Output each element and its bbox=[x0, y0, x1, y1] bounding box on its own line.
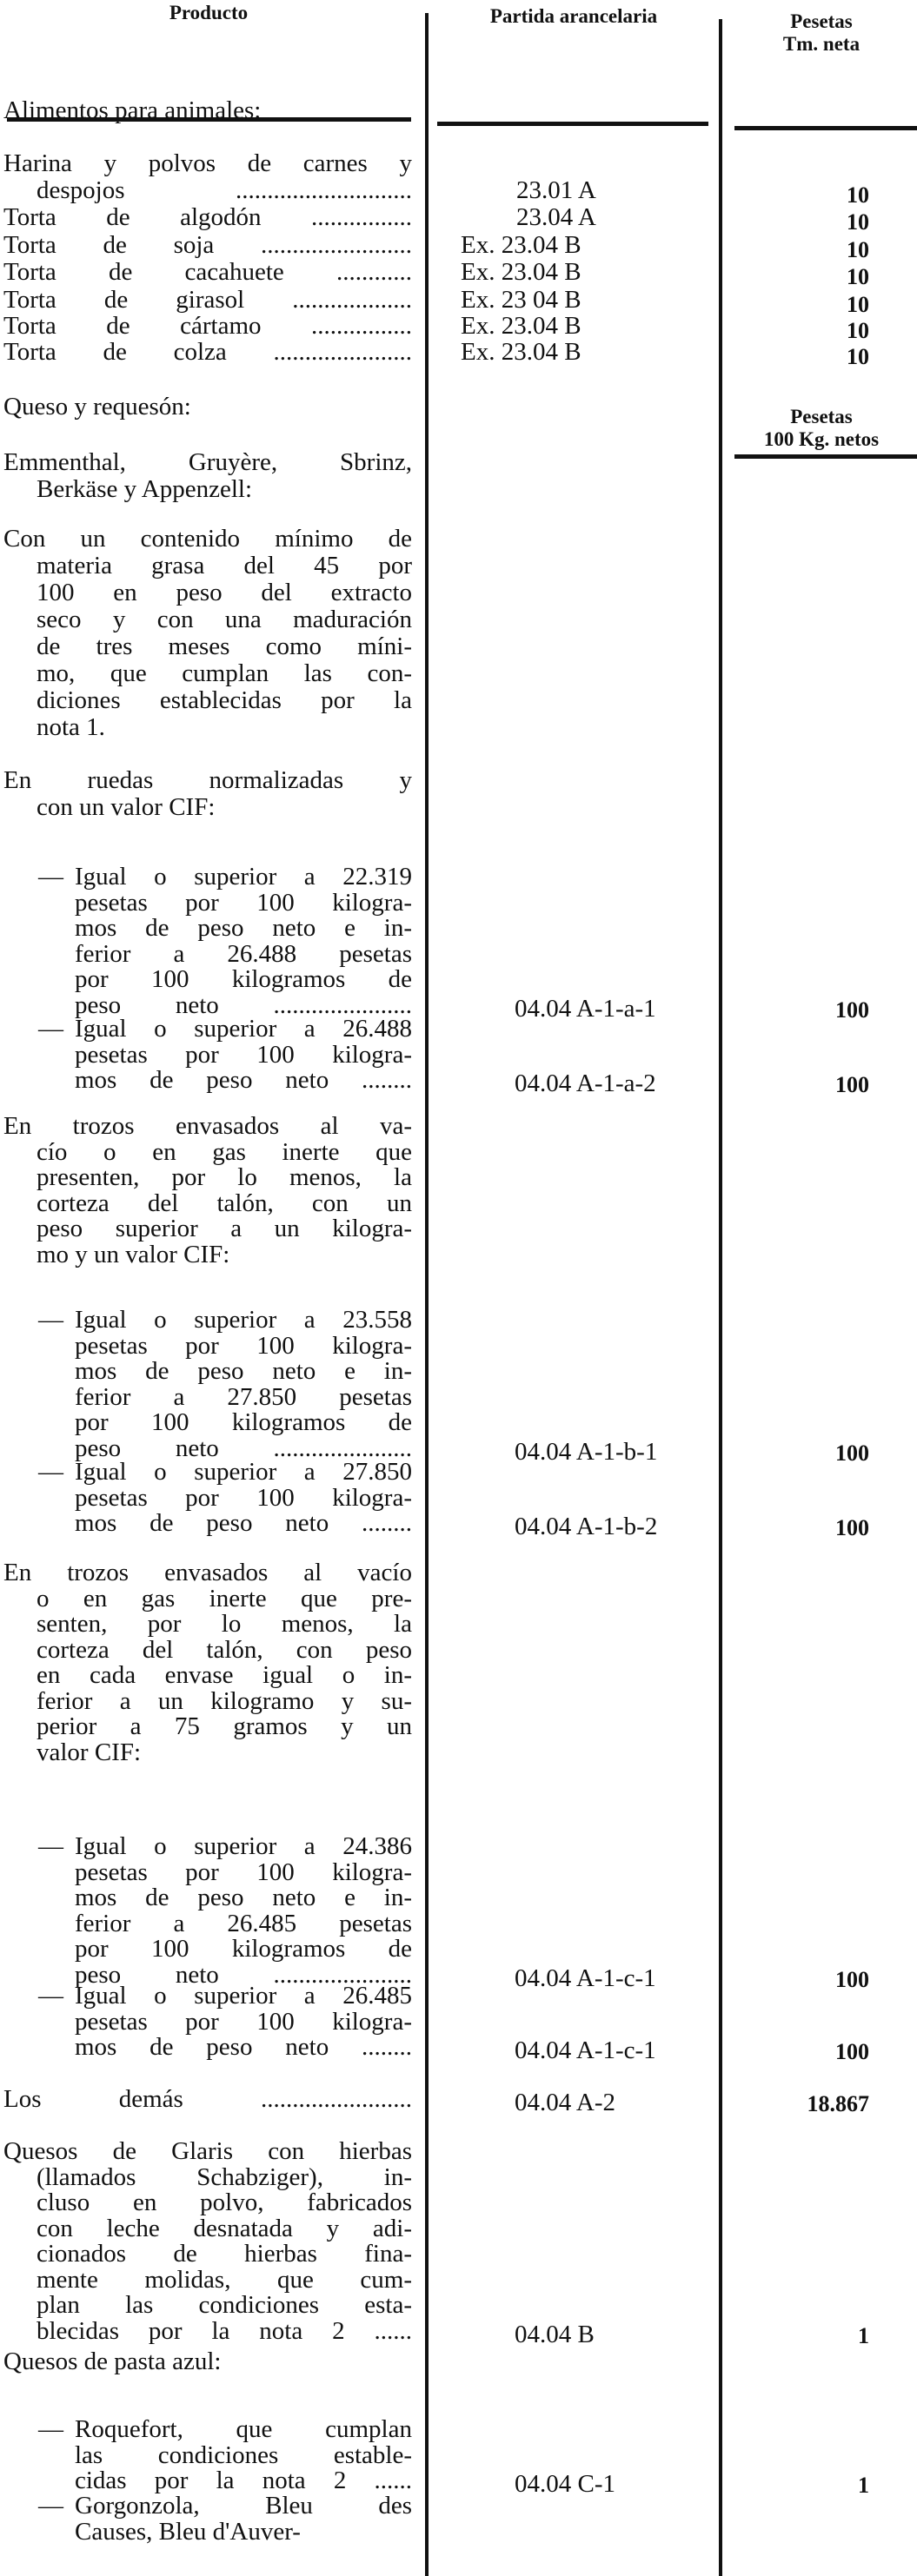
duty-value: 100 bbox=[835, 1072, 869, 1097]
header-rule-price bbox=[734, 126, 917, 130]
row-18-line-4: por 100 kilogramos de bbox=[75, 1936, 412, 1962]
row-14-line-2: presenten, por lo menos, la bbox=[37, 1164, 412, 1190]
duty-value: 10 bbox=[847, 344, 869, 369]
row-9-line-0: Emmenthal, Gruyère, Sbrinz, bbox=[3, 449, 412, 475]
row-10-line-7: nota 1. bbox=[37, 713, 105, 741]
row-18-dash-bullet: — bbox=[38, 1832, 63, 1860]
price-kg-rule bbox=[734, 454, 917, 459]
row-23-dash-bullet: — bbox=[38, 2415, 63, 2443]
row-21-line-1: (llamados Schabziger), in- bbox=[37, 2163, 412, 2190]
row-19-dash-bullet: — bbox=[38, 1982, 63, 2010]
row-13-line-2: mos de peso neto ........ bbox=[75, 1067, 412, 1093]
row-14-line-1: cío o en gas inerte que bbox=[37, 1138, 412, 1165]
duty-value: 10 bbox=[847, 318, 869, 343]
row-17-line-1: o en gas inerte que pre- bbox=[37, 1585, 412, 1612]
tariff-code: 23.04 A bbox=[516, 203, 596, 231]
row-17-line-4: en cada envase igual o in- bbox=[37, 1662, 412, 1688]
tariff-code: Ex. 23.04 B bbox=[461, 231, 581, 259]
duty-value: 1 bbox=[858, 2322, 869, 2348]
row-15-line-2: mos de peso neto e in- bbox=[75, 1358, 412, 1384]
row-15-line-0: Igual o superior a 23.558 bbox=[75, 1307, 412, 1333]
row-21-line-4: cionados de hierbas fina- bbox=[37, 2241, 412, 2267]
row-12-line-4: por 100 kilogramos de bbox=[75, 966, 412, 992]
row-19-line-0: Igual o superior a 26.485 bbox=[75, 1983, 412, 2009]
row-12-line-3: ferior a 26.488 pesetas bbox=[75, 940, 412, 967]
header-price-tm bbox=[726, 10, 917, 56]
row-21-line-0: Quesos de Glaris con hierbas bbox=[3, 2138, 412, 2164]
row-23-line-2: cidas por la nota 2 ...... bbox=[75, 2467, 412, 2493]
row-10-line-3: seco y con una maduración bbox=[37, 606, 412, 632]
row-14-line-4: peso superior a un kilogra- bbox=[37, 1215, 412, 1242]
row-1-line-1: despojos ............................ bbox=[37, 177, 412, 203]
duty-value: 100 bbox=[835, 2039, 869, 2064]
row-10-line-6: diciones establecidas por la bbox=[37, 687, 412, 713]
header-product: Producto bbox=[169, 2, 249, 23]
row-24-line-1: Causes, Bleu d'Auver- bbox=[75, 2517, 301, 2546]
row-15-line-3: ferior a 27.850 pesetas bbox=[75, 1383, 412, 1410]
row-10-line-2: 100 en peso del extracto bbox=[37, 579, 412, 606]
duty-value: 10 bbox=[847, 182, 869, 208]
row-12-line-2: mos de peso neto e in- bbox=[75, 915, 412, 941]
row-13-line-1: pesetas por 100 kilogra- bbox=[75, 1041, 412, 1068]
row-13-line-0: Igual o superior a 26.488 bbox=[75, 1016, 412, 1042]
row-12-dash-bullet: — bbox=[38, 863, 63, 891]
row-21-line-7: blecidas por la nota 2 ...... bbox=[37, 2317, 412, 2344]
row-5-line-0: Torta de girasol ................... bbox=[3, 287, 412, 313]
duty-value: 100 bbox=[835, 997, 869, 1023]
row-15-dash-bullet: — bbox=[38, 1306, 63, 1334]
row-18-line-0: Igual o superior a 24.386 bbox=[75, 1833, 412, 1859]
row-17-line-7: valor CIF: bbox=[37, 1738, 142, 1766]
header-price-kg bbox=[726, 406, 917, 451]
row-10-line-5: mo, que cumplan las con- bbox=[37, 660, 412, 686]
row-15-line-5: peso neto ...................... bbox=[75, 1434, 412, 1461]
row-6-line-0: Torta de cártamo ................ bbox=[3, 313, 412, 339]
row-18-line-1: pesetas por 100 kilogra- bbox=[75, 1858, 412, 1885]
row-21-line-3: con leche desnatada y adi- bbox=[37, 2215, 412, 2242]
row-24-line-0: Gorgonzola, Bleu des bbox=[75, 2493, 412, 2519]
row-16-line-2: mos de peso neto ........ bbox=[75, 1510, 412, 1536]
header-price-kg-line2: 100 Kg. netos bbox=[763, 428, 880, 450]
tariff-code: 04.04 A-1-c-1 bbox=[515, 2036, 656, 2064]
duty-value: 10 bbox=[847, 292, 869, 317]
row-24-dash-bullet: — bbox=[38, 2492, 63, 2520]
row-21-line-5: mente molidas, que cum- bbox=[37, 2266, 412, 2293]
row-17-line-6: perior a 75 gramos y un bbox=[37, 1713, 412, 1739]
header-price-tm-line1: Pesetas bbox=[790, 10, 853, 32]
row-18-line-3: ferior a 26.485 pesetas bbox=[75, 1910, 412, 1937]
row-21-line-6: plan las condiciones esta- bbox=[37, 2292, 412, 2318]
row-18-line-5: peso neto ...................... bbox=[75, 1961, 412, 1988]
row-17-line-5: ferior a un kilogramo y su- bbox=[37, 1687, 412, 1714]
header-tariff: Partida arancelaria bbox=[489, 5, 658, 27]
row-22-line-0: Quesos de pasta azul: bbox=[3, 2348, 222, 2375]
tariff-code: 04.04 B bbox=[515, 2320, 595, 2348]
row-21-line-2: cluso en polvo, fabricados bbox=[37, 2189, 412, 2215]
row-7-line-0: Torta de colza ...................... bbox=[3, 339, 412, 365]
row-2-line-0: Torta de algodón ................ bbox=[3, 204, 412, 230]
row-12-line-5: peso neto ...................... bbox=[75, 991, 412, 1018]
duty-value: 18.867 bbox=[807, 2091, 869, 2116]
row-17-line-2: senten, por lo menos, la bbox=[37, 1611, 412, 1637]
row-12-line-1: pesetas por 100 kilogra- bbox=[75, 889, 412, 916]
tariff-code: 23.01 A bbox=[516, 176, 596, 204]
column-divider-2 bbox=[719, 19, 722, 2576]
row-20-line-0: Los demás ........................ bbox=[3, 2086, 412, 2112]
column-divider-1 bbox=[425, 13, 429, 2576]
row-16-line-1: pesetas por 100 kilogra- bbox=[75, 1484, 412, 1511]
tariff-code: 04.04 A-1-a-2 bbox=[515, 1069, 656, 1097]
row-23-line-0: Roquefort, que cumplan bbox=[75, 2416, 412, 2442]
row-11-line-0: En ruedas normalizadas y bbox=[3, 767, 412, 793]
row-11-line-1: con un valor CIF: bbox=[37, 793, 216, 821]
tariff-code: 04.04 A-1-a-1 bbox=[515, 994, 656, 1023]
row-14-line-0: En trozos envasados al va- bbox=[3, 1113, 412, 1139]
row-17-line-3: corteza del talón, con peso bbox=[37, 1636, 412, 1663]
header-rule-tariff bbox=[437, 122, 708, 126]
row-12-line-0: Igual o superior a 22.319 bbox=[75, 864, 412, 890]
tariff-code: 04.04 A-2 bbox=[515, 2089, 615, 2116]
tariff-code: Ex. 23 04 B bbox=[461, 286, 581, 314]
row-15-line-4: por 100 kilogramos de bbox=[75, 1409, 412, 1435]
tariff-code: 04.04 A-1-c-1 bbox=[515, 1963, 656, 1992]
row-10-line-0: Con un contenido mínimo de bbox=[3, 526, 412, 552]
row-16-line-0: Igual o superior a 27.850 bbox=[75, 1459, 412, 1485]
row-9-line-1: Berkäse y Appenzell: bbox=[37, 475, 253, 503]
duty-value: 10 bbox=[847, 237, 869, 262]
row-14-line-5: mo y un valor CIF: bbox=[37, 1240, 230, 1268]
tariff-code: 04.04 A-1-b-1 bbox=[515, 1437, 658, 1466]
duty-value: 100 bbox=[835, 1515, 869, 1540]
row-0-line-0: Alimentos para animales: bbox=[3, 96, 262, 124]
row-15-line-1: pesetas por 100 kilogra- bbox=[75, 1332, 412, 1359]
duty-value: 10 bbox=[847, 264, 869, 289]
row-3-line-0: Torta de soja ........................ bbox=[3, 232, 412, 258]
header-price-kg-line1: Pesetas bbox=[790, 406, 853, 427]
row-17-line-0: En trozos envasados al vacío bbox=[3, 1560, 412, 1586]
row-23-line-1: las condiciones estable- bbox=[75, 2441, 412, 2468]
tariff-code: Ex. 23.04 B bbox=[461, 258, 581, 286]
row-18-line-2: mos de peso neto e in- bbox=[75, 1884, 412, 1910]
row-10-line-4: de tres meses como míni- bbox=[37, 633, 412, 659]
duty-value: 1 bbox=[858, 2473, 869, 2498]
duty-value: 100 bbox=[835, 1440, 869, 1466]
row-14-line-3: corteza del talón, con un bbox=[37, 1189, 412, 1216]
duty-value: 100 bbox=[835, 1966, 869, 1992]
duty-value: 10 bbox=[847, 209, 869, 235]
row-10-line-1: materia grasa del 45 por bbox=[37, 553, 412, 579]
tariff-code: 04.04 A-1-b-2 bbox=[515, 1513, 658, 1540]
tariff-code: Ex. 23.04 B bbox=[461, 312, 581, 340]
row-1-line-0: Harina y polvos de carnes y bbox=[3, 150, 412, 176]
row-13-dash-bullet: — bbox=[38, 1015, 63, 1043]
row-4-line-0: Torta de cacahuete ............ bbox=[3, 259, 412, 285]
row-19-line-2: mos de peso neto ........ bbox=[75, 2034, 412, 2060]
row-8-line-0: Queso y requesón: bbox=[3, 393, 191, 421]
row-16-dash-bullet: — bbox=[38, 1458, 63, 1486]
tariff-code: Ex. 23.04 B bbox=[461, 338, 581, 366]
header-price-tm-line2: Tm. neta bbox=[782, 33, 861, 55]
tariff-code: 04.04 C-1 bbox=[515, 2470, 615, 2498]
row-19-line-1: pesetas por 100 kilogra- bbox=[75, 2008, 412, 2035]
